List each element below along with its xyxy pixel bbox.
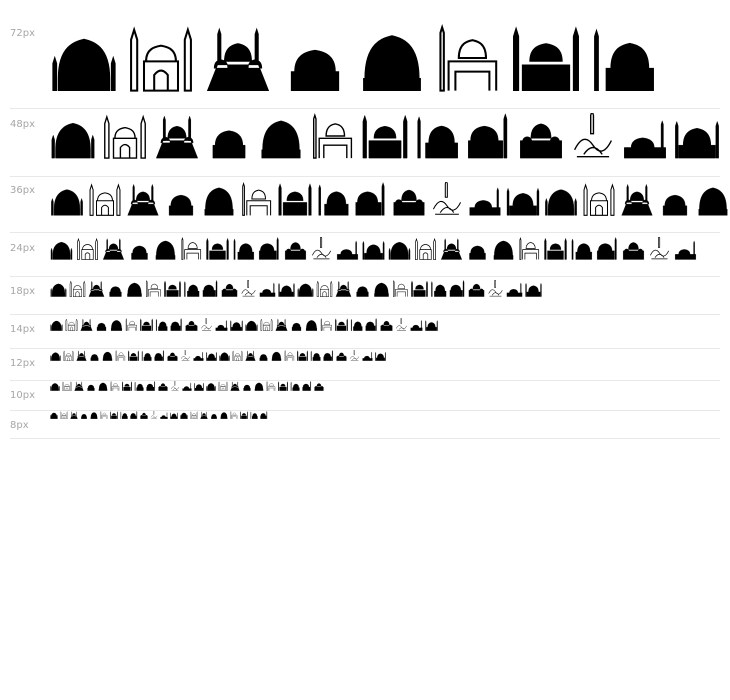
mosque-twin-dome-glyph xyxy=(120,411,128,419)
mosque-calligraphy-glyph xyxy=(430,182,464,216)
mosque-low-wide-glyph xyxy=(160,411,168,419)
mosque-minaret-right-glyph xyxy=(596,237,619,260)
mosque-twin-dome-glyph xyxy=(414,113,460,159)
mosque-ribbed-dome-glyph xyxy=(220,411,228,419)
mosque-ornate-glyph xyxy=(362,237,385,260)
mosque-dome-solid-glyph xyxy=(297,280,314,297)
mosque-wide-minarets-glyph xyxy=(122,381,132,391)
mosque-multidome-solid-glyph xyxy=(154,113,200,159)
mosque-multidome-solid-glyph xyxy=(440,237,463,260)
mosque-minaret-right-glyph xyxy=(466,113,512,159)
mosque-ornate-glyph xyxy=(525,280,542,297)
mosque-minaret-right-glyph xyxy=(302,381,312,391)
size-label: 14px xyxy=(10,324,35,335)
preview-row-12px xyxy=(10,348,720,381)
mosque-outline-minarets-glyph xyxy=(65,318,78,331)
mosque-low-wide-glyph xyxy=(193,350,204,361)
mosque-ornate-glyph xyxy=(170,411,178,419)
mosque-grand-solid-glyph xyxy=(336,350,347,361)
mosque-sketch-glyph xyxy=(310,113,356,159)
mosque-ribbed-dome-glyph xyxy=(271,350,282,361)
mosque-small-dome-glyph xyxy=(354,280,371,297)
mosque-grand-solid-glyph xyxy=(468,280,485,297)
mosque-wide-minarets-glyph xyxy=(362,113,408,159)
mosque-ornate-glyph xyxy=(230,318,243,331)
mosque-sketch-glyph xyxy=(115,350,126,361)
mosque-dome-solid-glyph xyxy=(50,318,63,331)
mosque-twin-dome-glyph xyxy=(316,182,350,216)
mosque-wide-minarets-glyph xyxy=(128,350,139,361)
mosque-wide-minarets-glyph xyxy=(110,411,118,419)
mosque-dome-solid-glyph xyxy=(50,411,58,419)
mosque-outline-minarets-glyph xyxy=(127,24,195,92)
mosque-wide-minarets-glyph xyxy=(140,318,153,331)
mosque-minaret-right-glyph xyxy=(354,182,388,216)
mosque-wide-minarets-glyph xyxy=(335,318,348,331)
glyph-strip xyxy=(50,276,555,297)
mosque-ribbed-dome-glyph xyxy=(102,350,113,361)
mosque-ribbed-dome-glyph xyxy=(305,318,318,331)
mosque-calligraphy-glyph xyxy=(349,350,360,361)
mosque-sketch-glyph xyxy=(266,381,276,391)
mosque-wide-minarets-glyph xyxy=(240,411,248,419)
glyph-strip xyxy=(50,410,274,419)
mosque-ribbed-dome-glyph xyxy=(126,280,143,297)
mosque-ribbed-dome-glyph xyxy=(90,411,98,419)
mosque-ribbed-dome-glyph xyxy=(202,182,236,216)
mosque-twin-dome-glyph xyxy=(250,411,258,419)
mosque-dome-solid-glyph xyxy=(388,237,411,260)
mosque-multidome-solid-glyph xyxy=(230,381,240,391)
size-label: 12px xyxy=(10,358,35,369)
size-label: 36px xyxy=(10,185,35,196)
mosque-calligraphy-glyph xyxy=(570,113,616,159)
mosque-grand-solid-glyph xyxy=(158,381,168,391)
mosque-dome-solid-glyph xyxy=(50,237,73,260)
mosque-ribbed-dome-glyph xyxy=(358,24,426,92)
mosque-sketch-glyph xyxy=(392,280,409,297)
mosque-outline-minarets-glyph xyxy=(190,411,198,419)
mosque-multidome-solid-glyph xyxy=(88,280,105,297)
size-label: 72px xyxy=(10,28,35,39)
mosque-multidome-solid-glyph xyxy=(76,350,87,361)
mosque-dome-solid-glyph xyxy=(50,280,67,297)
mosque-calligraphy-glyph xyxy=(240,280,257,297)
mosque-multidome-solid-glyph xyxy=(275,318,288,331)
mosque-twin-dome-glyph xyxy=(155,318,168,331)
size-label: 10px xyxy=(10,390,35,401)
mosque-dome-solid-glyph xyxy=(50,24,118,92)
mosque-twin-dome-glyph xyxy=(134,381,144,391)
mosque-calligraphy-glyph xyxy=(487,280,504,297)
preview-row-14px xyxy=(10,314,720,349)
mosque-wide-minarets-glyph xyxy=(512,24,580,92)
size-label: 18px xyxy=(10,286,35,297)
mosque-small-dome-glyph xyxy=(80,411,88,419)
mosque-low-wide-glyph xyxy=(468,182,502,216)
mosque-low-wide-glyph xyxy=(215,318,228,331)
mosque-multidome-solid-glyph xyxy=(204,24,272,92)
mosque-low-wide-glyph xyxy=(362,350,373,361)
mosque-sketch-glyph xyxy=(240,182,274,216)
mosque-grand-solid-glyph xyxy=(380,318,393,331)
preview-row-10px xyxy=(10,380,720,411)
mosque-twin-dome-glyph xyxy=(350,318,363,331)
mosque-grand-solid-glyph xyxy=(392,182,426,216)
mosque-calligraphy-glyph xyxy=(150,411,158,419)
mosque-dome-solid-glyph xyxy=(50,113,96,159)
mosque-ribbed-dome-glyph xyxy=(110,318,123,331)
mosque-small-dome-glyph xyxy=(242,381,252,391)
mosque-wide-minarets-glyph xyxy=(297,350,308,361)
mosque-twin-dome-glyph xyxy=(290,381,300,391)
mosque-dome-solid-glyph xyxy=(544,182,578,216)
mosque-small-dome-glyph xyxy=(89,350,100,361)
preview-row-48px xyxy=(10,108,720,177)
mosque-grand-solid-glyph xyxy=(221,280,238,297)
size-label: 8px xyxy=(10,420,29,431)
mosque-dome-solid-glyph xyxy=(180,411,188,419)
mosque-small-dome-glyph xyxy=(210,411,218,419)
mosque-small-dome-glyph xyxy=(466,237,489,260)
mosque-ornate-glyph xyxy=(194,381,204,391)
mosque-wide-minarets-glyph xyxy=(544,237,567,260)
mosque-grand-solid-glyph xyxy=(622,237,645,260)
mosque-low-wide-glyph xyxy=(259,280,276,297)
mosque-calligraphy-glyph xyxy=(180,350,191,361)
mosque-sketch-glyph xyxy=(110,381,120,391)
mosque-multidome-solid-glyph xyxy=(245,350,256,361)
mosque-sketch-glyph xyxy=(320,318,333,331)
glyph-strip xyxy=(50,348,388,361)
mosque-minaret-right-glyph xyxy=(202,280,219,297)
mosque-ornate-glyph xyxy=(506,182,540,216)
mosque-ribbed-dome-glyph xyxy=(254,381,264,391)
mosque-minaret-right-glyph xyxy=(258,237,281,260)
mosque-outline-minarets-glyph xyxy=(232,350,243,361)
mosque-low-wide-glyph xyxy=(622,113,668,159)
mosque-ribbed-dome-glyph xyxy=(696,182,730,216)
mosque-low-wide-glyph xyxy=(182,381,192,391)
mosque-outline-minarets-glyph xyxy=(60,411,68,419)
mosque-multidome-solid-glyph xyxy=(200,411,208,419)
mosque-minaret-right-glyph xyxy=(449,280,466,297)
mosque-wide-minarets-glyph xyxy=(411,280,428,297)
mosque-low-wide-glyph xyxy=(336,237,359,260)
mosque-ornate-glyph xyxy=(206,350,217,361)
mosque-outline-minarets-glyph xyxy=(88,182,122,216)
mosque-minaret-right-glyph xyxy=(323,350,334,361)
mosque-calligraphy-glyph xyxy=(310,237,333,260)
mosque-sketch-glyph xyxy=(230,411,238,419)
mosque-small-dome-glyph xyxy=(86,381,96,391)
mosque-small-dome-glyph xyxy=(658,182,692,216)
mosque-minaret-right-glyph xyxy=(146,381,156,391)
mosque-small-dome-glyph xyxy=(95,318,108,331)
size-label: 24px xyxy=(10,243,35,254)
mosque-sketch-glyph xyxy=(125,318,138,331)
mosque-minaret-right-glyph xyxy=(260,411,268,419)
mosque-twin-dome-glyph xyxy=(183,280,200,297)
mosque-minaret-right-glyph xyxy=(130,411,138,419)
mosque-outline-minarets-glyph xyxy=(62,381,72,391)
mosque-sketch-glyph xyxy=(435,24,503,92)
mosque-twin-dome-glyph xyxy=(310,350,321,361)
mosque-calligraphy-glyph xyxy=(200,318,213,331)
preview-row-8px xyxy=(10,410,720,439)
mosque-small-dome-glyph xyxy=(281,24,349,92)
mosque-low-wide-glyph xyxy=(410,318,423,331)
mosque-small-dome-glyph xyxy=(290,318,303,331)
mosque-ribbed-dome-glyph xyxy=(98,381,108,391)
preview-row-24px xyxy=(10,232,720,277)
mosque-small-dome-glyph xyxy=(107,280,124,297)
mosque-low-wide-glyph xyxy=(674,237,697,260)
mosque-minaret-right-glyph xyxy=(170,318,183,331)
mosque-calligraphy-glyph xyxy=(170,381,180,391)
mosque-ornate-glyph xyxy=(375,350,386,361)
mosque-small-dome-glyph xyxy=(206,113,252,159)
mosque-multidome-solid-glyph xyxy=(80,318,93,331)
mosque-calligraphy-glyph xyxy=(648,237,671,260)
mosque-twin-dome-glyph xyxy=(232,237,255,260)
mosque-multidome-solid-glyph xyxy=(126,182,160,216)
mosque-wide-minarets-glyph xyxy=(278,381,288,391)
preview-row-36px xyxy=(10,176,720,233)
mosque-dome-solid-glyph xyxy=(50,381,60,391)
mosque-sketch-glyph xyxy=(180,237,203,260)
mosque-small-dome-glyph xyxy=(258,350,269,361)
mosque-minaret-right-glyph xyxy=(154,350,165,361)
mosque-sketch-glyph xyxy=(100,411,108,419)
mosque-twin-dome-glyph xyxy=(141,350,152,361)
glyph-strip xyxy=(50,314,442,331)
glyph-strip xyxy=(50,108,730,159)
mosque-small-dome-glyph xyxy=(164,182,198,216)
mosque-multidome-solid-glyph xyxy=(335,280,352,297)
mosque-ribbed-dome-glyph xyxy=(373,280,390,297)
mosque-wide-minarets-glyph xyxy=(206,237,229,260)
preview-row-72px xyxy=(10,8,720,109)
mosque-grand-solid-glyph xyxy=(140,411,148,419)
mosque-ribbed-dome-glyph xyxy=(492,237,515,260)
mosque-multidome-solid-glyph xyxy=(102,237,125,260)
mosque-outline-minarets-glyph xyxy=(414,237,437,260)
mosque-dome-solid-glyph xyxy=(206,381,216,391)
mosque-multidome-solid-glyph xyxy=(70,411,78,419)
glyph-strip xyxy=(50,232,720,260)
mosque-outline-minarets-glyph xyxy=(316,280,333,297)
mosque-low-wide-glyph xyxy=(506,280,523,297)
mosque-sketch-glyph xyxy=(518,237,541,260)
mosque-grand-solid-glyph xyxy=(518,113,564,159)
mosque-outline-minarets-glyph xyxy=(76,237,99,260)
mosque-sketch-glyph xyxy=(145,280,162,297)
mosque-grand-solid-glyph xyxy=(314,381,324,391)
mosque-outline-minarets-glyph xyxy=(260,318,273,331)
glyph-strip xyxy=(50,8,730,92)
mosque-small-dome-glyph xyxy=(128,237,151,260)
mosque-grand-solid-glyph xyxy=(185,318,198,331)
mosque-grand-solid-glyph xyxy=(167,350,178,361)
glyph-strip xyxy=(50,176,730,216)
mosque-twin-dome-glyph xyxy=(589,24,657,92)
mosque-outline-minarets-glyph xyxy=(218,381,228,391)
mosque-multidome-solid-glyph xyxy=(74,381,84,391)
mosque-ornate-glyph xyxy=(674,113,720,159)
mosque-minaret-right-glyph xyxy=(365,318,378,331)
mosque-dome-solid-glyph xyxy=(245,318,258,331)
mosque-outline-minarets-glyph xyxy=(63,350,74,361)
mosque-ribbed-dome-glyph xyxy=(258,113,304,159)
mosque-dome-solid-glyph xyxy=(50,350,61,361)
mosque-grand-solid-glyph xyxy=(284,237,307,260)
mosque-dome-solid-glyph xyxy=(50,182,84,216)
preview-row-18px xyxy=(10,276,720,315)
mosque-ribbed-dome-glyph xyxy=(154,237,177,260)
mosque-dome-solid-glyph xyxy=(219,350,230,361)
mosque-twin-dome-glyph xyxy=(570,237,593,260)
mosque-ornate-glyph xyxy=(425,318,438,331)
mosque-sketch-glyph xyxy=(284,350,295,361)
mosque-outline-minarets-glyph xyxy=(69,280,86,297)
glyph-strip xyxy=(50,380,334,391)
mosque-outline-minarets-glyph xyxy=(582,182,616,216)
mosque-ornate-glyph xyxy=(278,280,295,297)
mosque-outline-minarets-glyph xyxy=(102,113,148,159)
size-label: 48px xyxy=(10,119,35,130)
mosque-wide-minarets-glyph xyxy=(164,280,181,297)
mosque-multidome-solid-glyph xyxy=(620,182,654,216)
mosque-wide-minarets-glyph xyxy=(278,182,312,216)
mosque-twin-dome-glyph xyxy=(430,280,447,297)
mosque-calligraphy-glyph xyxy=(395,318,408,331)
